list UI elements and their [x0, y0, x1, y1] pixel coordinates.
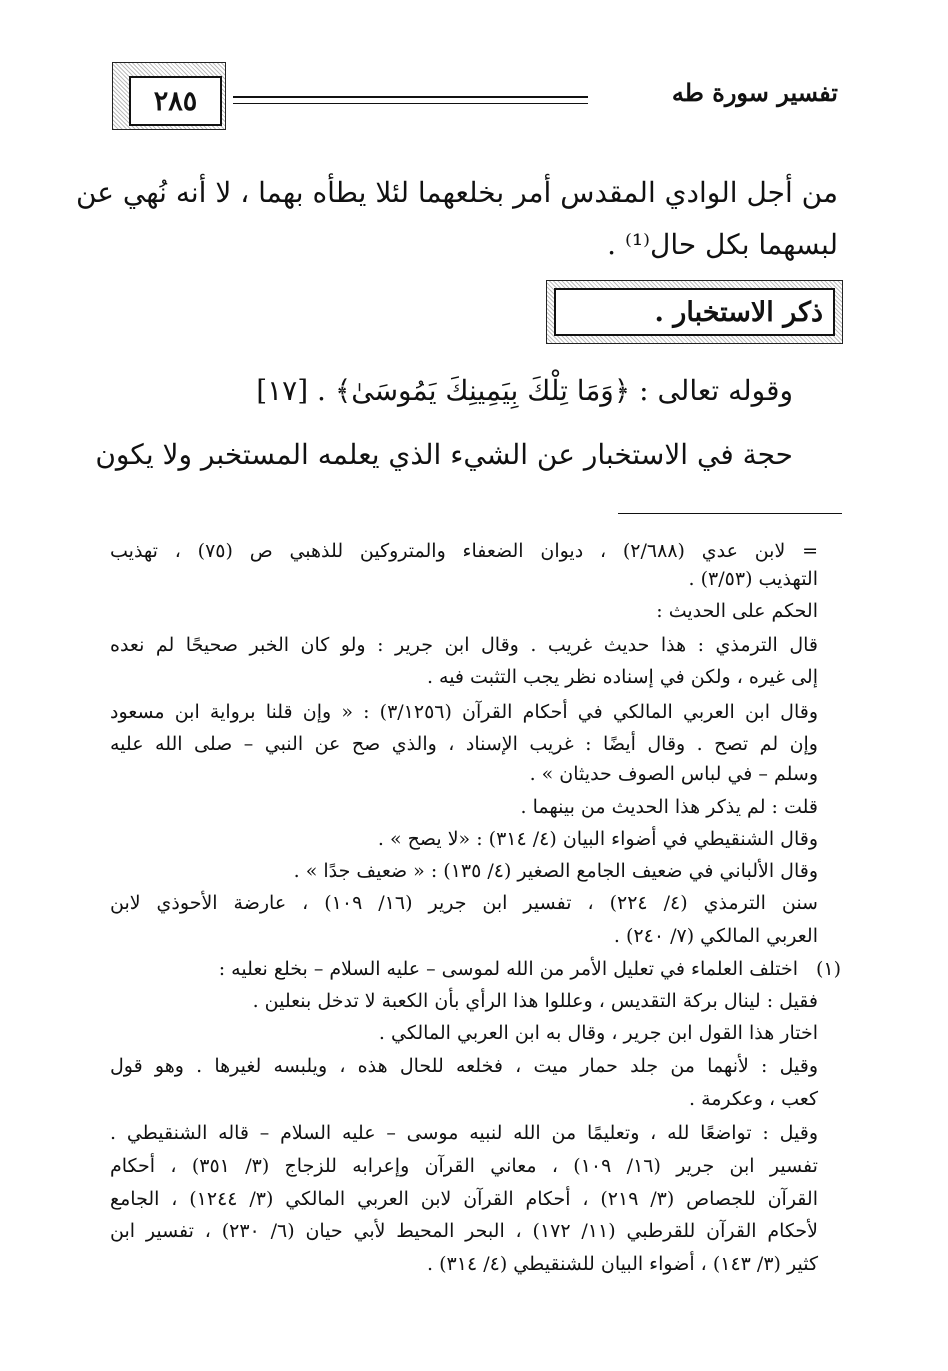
footnote-line: قلت : لم يذكر هذا الحديث من بينهما . — [520, 796, 818, 818]
page-number: ٢٨٥ — [129, 76, 222, 126]
footnote-line: العربي المالكي (٧/ ٢٤٠) . — [613, 925, 818, 947]
body-line: حجة في الاستخبار عن الشيء الذي يعلمه المستخبر ولا يكون — [95, 438, 793, 471]
footnote-line: = لابن عدي (٢/٦٨٨) ، ديوان الضعفاء والمتروكين للذهبي ص (٧٥) ، تهذيب — [110, 540, 818, 562]
running-title: تفسير سورة طه — [671, 78, 838, 107]
footnote-rule — [618, 513, 842, 514]
section-heading-frame — [546, 280, 843, 344]
footnote-line: اختلف العلماء في تعليل الأمر من الله لموسى – عليه السلام – بخلع نعليه : — [218, 958, 798, 980]
footnote-line: الحكم على الحديث : — [656, 600, 818, 622]
verse-line: وقوله تعالى : ﴿وَمَا تِلْكَ بِيَمِينِكَ يَمُوسَىٰ﴾ . [١٧] — [256, 374, 793, 407]
header-rule — [233, 96, 588, 104]
footnote-line: التهذيب (٣/٥٣) . — [688, 568, 818, 590]
body-line: من أجل الوادي المقدس أمر بخلعهما لئلا يطأه بهما ، لا أنه نُهي عن — [75, 176, 838, 209]
footnote-line: وقيل : تواضعًا لله ، وتعليمًا من الله لنبيه موسى – عليه السلام – قاله الشنقيطي . — [110, 1122, 818, 1144]
footnote-line: لأحكام القرآن للقرطبي (١١/ ١٧٢) ، البحر المحيط لأبي حيان (٦/ ٢٣٠) ، تفسير ابن — [110, 1220, 818, 1242]
footnote-line: سنن الترمذي (٤/ ٢٢٤) ، تفسير ابن جرير (١٦/ ١٠٩) ، عارضة الأحوذي لابن — [110, 892, 818, 914]
footnote-line: وإن لم تصح . وقال أيضًا : غريب الإسناد ، والذي صح عن النبي – صلى الله عليه — [110, 733, 818, 755]
footnote-line: قال الترمذي : هذا حديث غريب . وقال ابن جرير : ولو كان الخبر صحيحًا لم نعده — [110, 634, 818, 656]
footnote-line: كعب ، وعكرمة . — [688, 1088, 818, 1110]
footnote-line: فقيل : لينال بركة التقديس ، وعللوا هذا الرأي بأن الكعبة لا تدخل بنعلين . — [252, 990, 818, 1012]
footnote-line: وسلم – في لباس الصوف حديثان » . — [529, 763, 818, 785]
footnote-line: كثير (٣/ ١٤٣) ، أضواء البيان للشنقيطي (٤/ ٣١٤) . — [427, 1253, 818, 1275]
footnote-line: وقيل : لأنهما من جلد حمار ميت ، فخلعه للحال هذه ، ويلبسه لغيرها . وهو قول — [110, 1055, 818, 1077]
page-number-frame — [112, 62, 226, 130]
footnote-line: وقال الألباني في ضعيف الجامع الصغير (٤/ ١٣٥) : « ضعيف جدًا » . — [293, 860, 818, 882]
section-heading: ذكر الاستخبار . — [554, 288, 835, 336]
footnote-number: (١) — [815, 958, 841, 980]
footnote-line: اختار هذا القول ابن جرير ، وقال به ابن العربي المالكي . — [378, 1022, 818, 1044]
footnote-line: تفسير ابن جرير (١٦/ ١٠٩) ، معاني القرآن وإعرابه للزجاج (٣/ ٣٥١) ، أحكام — [110, 1155, 818, 1177]
footnote-line: وقال ابن العربي المالكي في أحكام القرآن (٣/١٢٥٦) : « وإن قلنا برواية ابن مسعود — [110, 701, 818, 723]
footnote-line: إلى غيره ، ولكن في إسناده نظر يجب التثبت فيه . — [426, 666, 818, 688]
body-line: لبسهما بكل حال⁽¹⁾ . — [607, 228, 838, 261]
footnote-line: القرآن للجصاص (٣/ ٢١٩) ، أحكام القرآن لابن العربي المالكي (٣/ ١٢٤٤) ، الجامع — [110, 1188, 818, 1210]
footnote-line: وقال الشنقيطي في أضواء البيان (٤/ ٣١٤) : «لا يصح » . — [377, 828, 818, 850]
